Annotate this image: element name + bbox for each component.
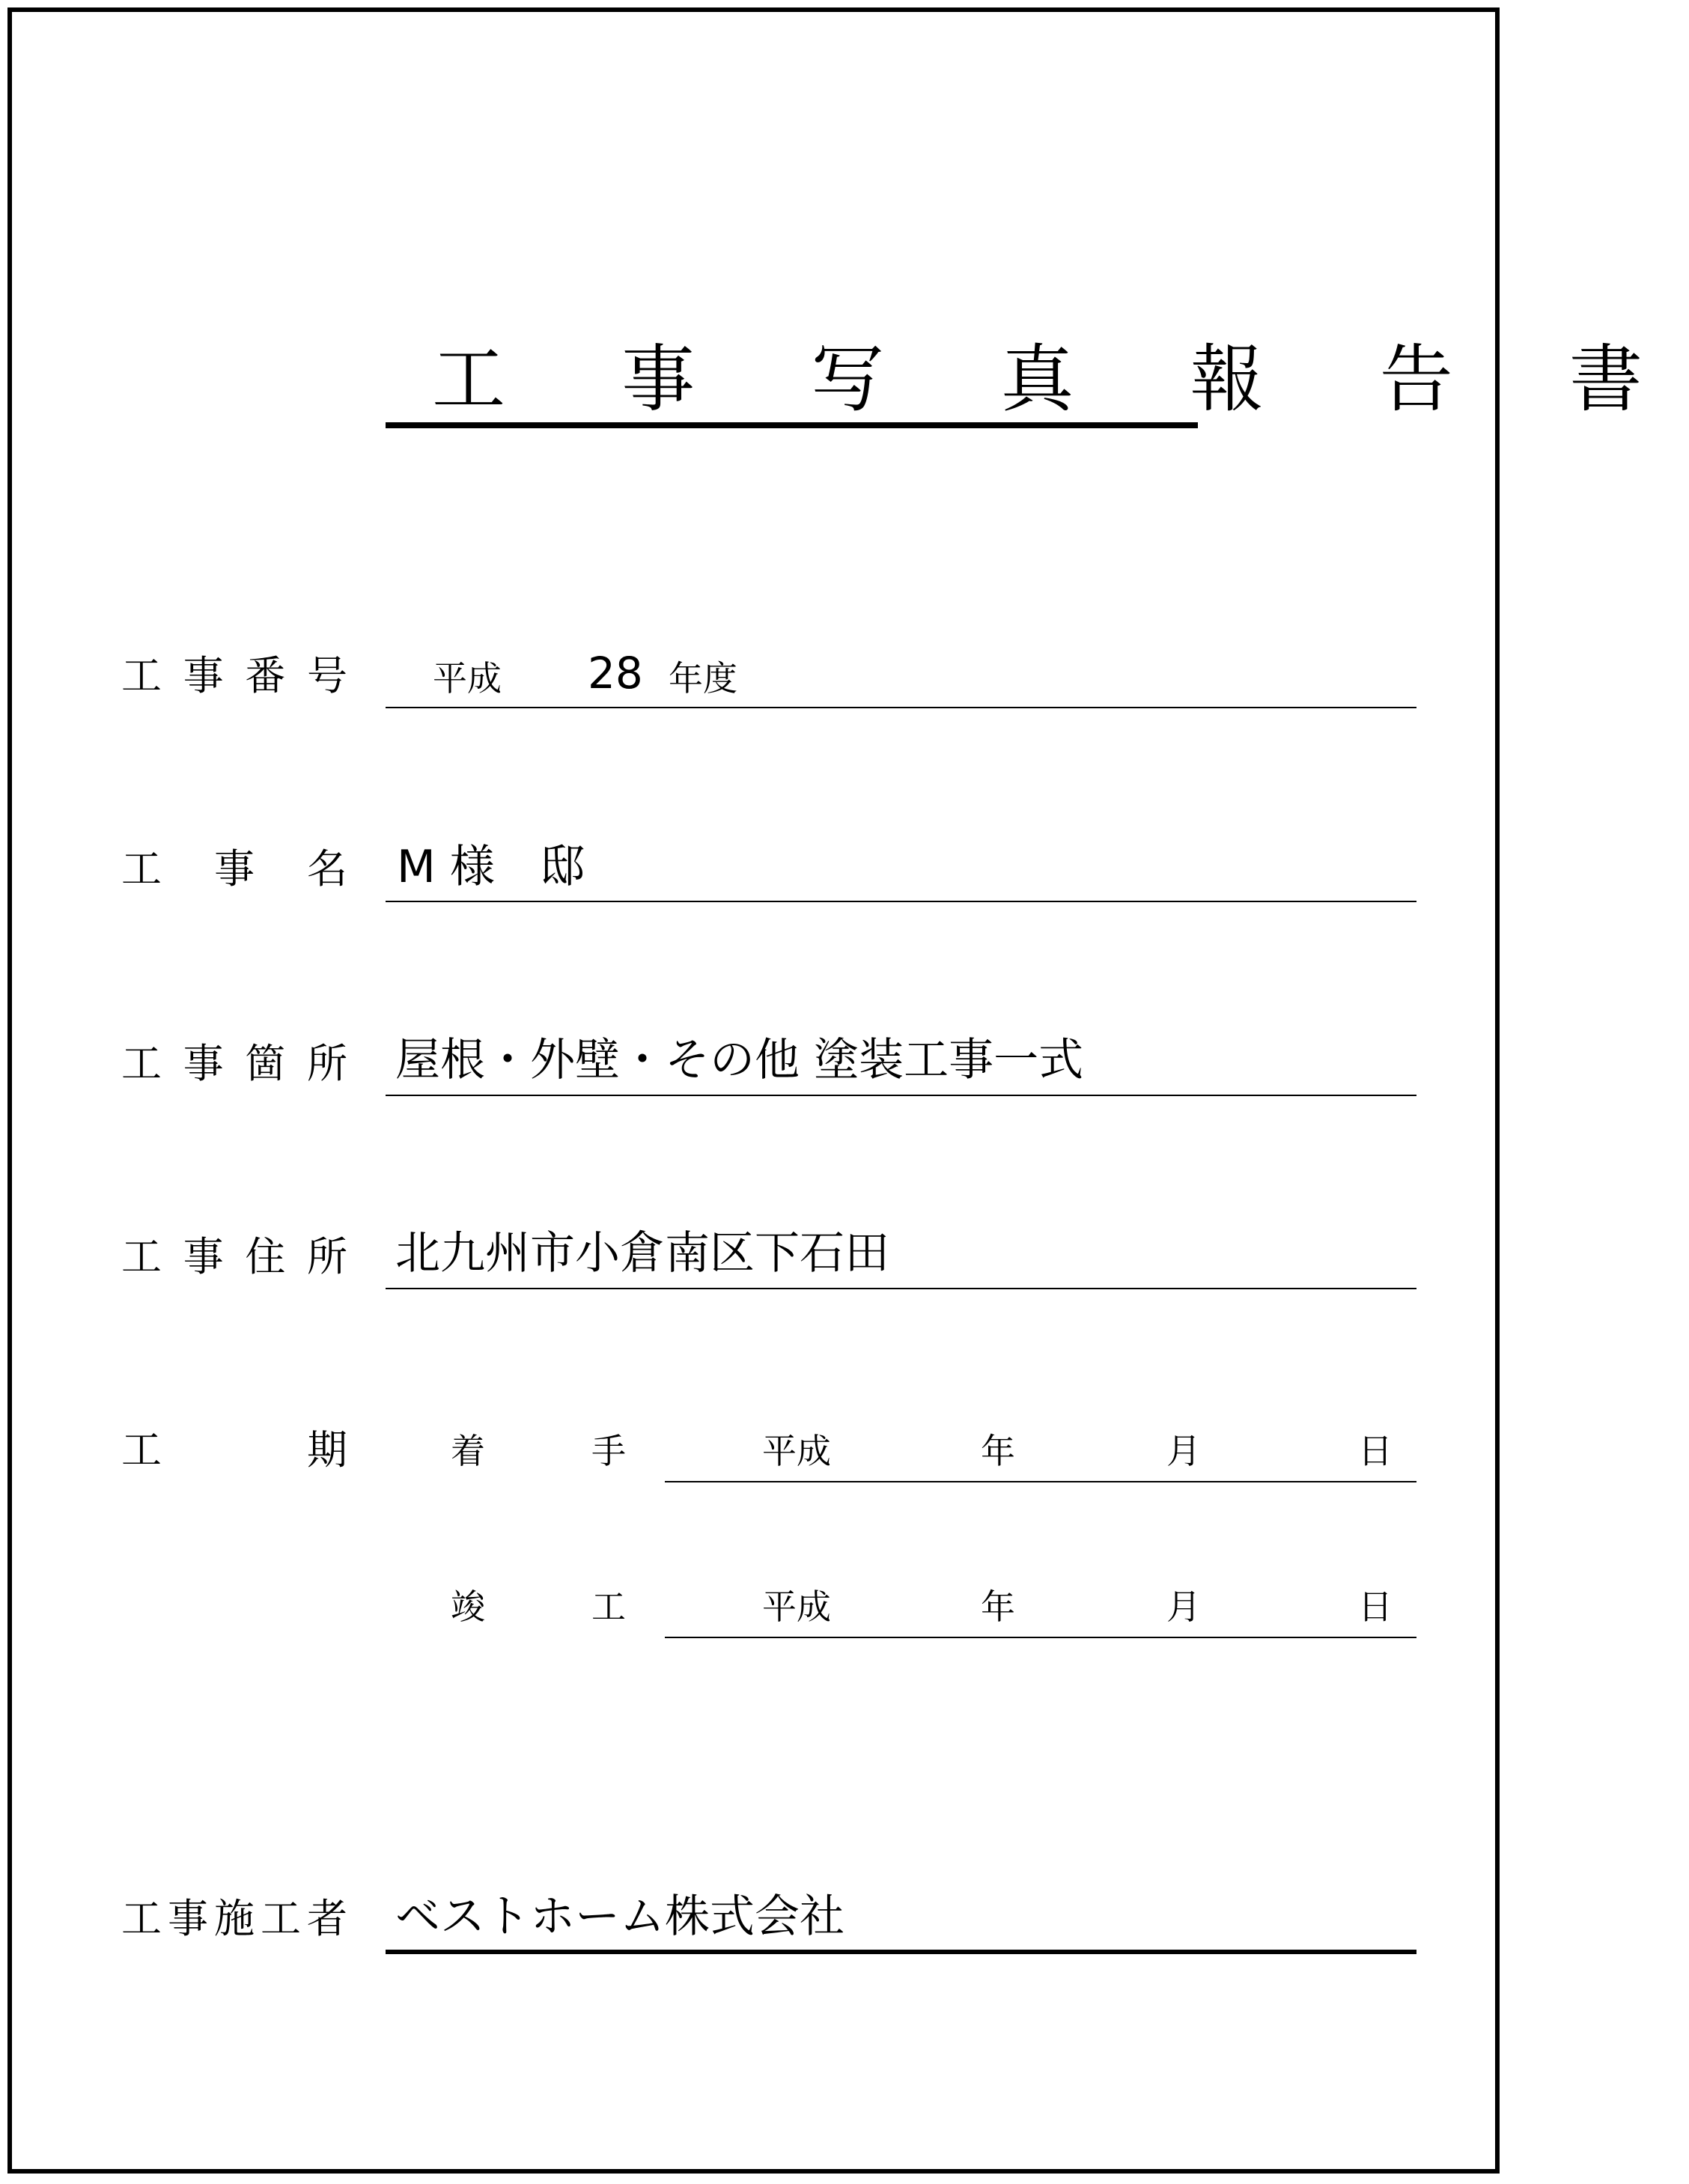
start-year-unit: 年 <box>981 1431 1015 1471</box>
start-label-2: 手 <box>591 1431 626 1471</box>
end-era: 平成 <box>762 1587 831 1627</box>
start-day-unit: 日 <box>1358 1431 1393 1471</box>
end-month-unit: 月 <box>1166 1587 1201 1627</box>
number-underline <box>386 707 1416 708</box>
field-label-number: 工 事 番 号 <box>121 652 347 699</box>
start-era: 平成 <box>762 1431 831 1471</box>
address-value: 北九州市小倉南区下石田 <box>395 1227 889 1280</box>
number-year: 28 <box>588 648 643 699</box>
start-underline <box>665 1481 1416 1482</box>
address-underline <box>386 1288 1416 1289</box>
field-label-name: 工 事 名 <box>121 845 347 892</box>
field-label-period: 工 期 <box>121 1426 347 1473</box>
field-label-contractor: 工 事 施 工 者 <box>121 1895 347 1942</box>
start-month-unit: 月 <box>1166 1431 1201 1471</box>
end-underline <box>665 1637 1416 1638</box>
number-era: 平成 <box>433 658 502 699</box>
end-year-unit: 年 <box>981 1587 1015 1627</box>
title-underline <box>386 422 1198 428</box>
end-day-unit: 日 <box>1358 1587 1393 1627</box>
document-title-block <box>386 323 1689 428</box>
end-label-2: 工 <box>591 1587 626 1627</box>
field-label-location: 工 事 箇 所 <box>121 1040 347 1087</box>
contractor-underline <box>386 1950 1416 1954</box>
start-label-1: 着 <box>451 1431 485 1471</box>
location-value: 屋根・外壁・その他 塗装工事一式 <box>395 1034 1084 1086</box>
name-underline <box>386 901 1416 902</box>
name-value: M 様 邸 <box>397 841 585 893</box>
location-underline <box>386 1095 1416 1096</box>
contractor-value: ベストホーム株式会社 <box>395 1891 844 1943</box>
end-label-1: 竣 <box>451 1587 485 1627</box>
number-suffix: 年度 <box>669 658 737 699</box>
field-label-address: 工 事 住 所 <box>121 1233 347 1280</box>
document-title: 工 事 写 真 報 告 書 <box>432 337 1689 422</box>
